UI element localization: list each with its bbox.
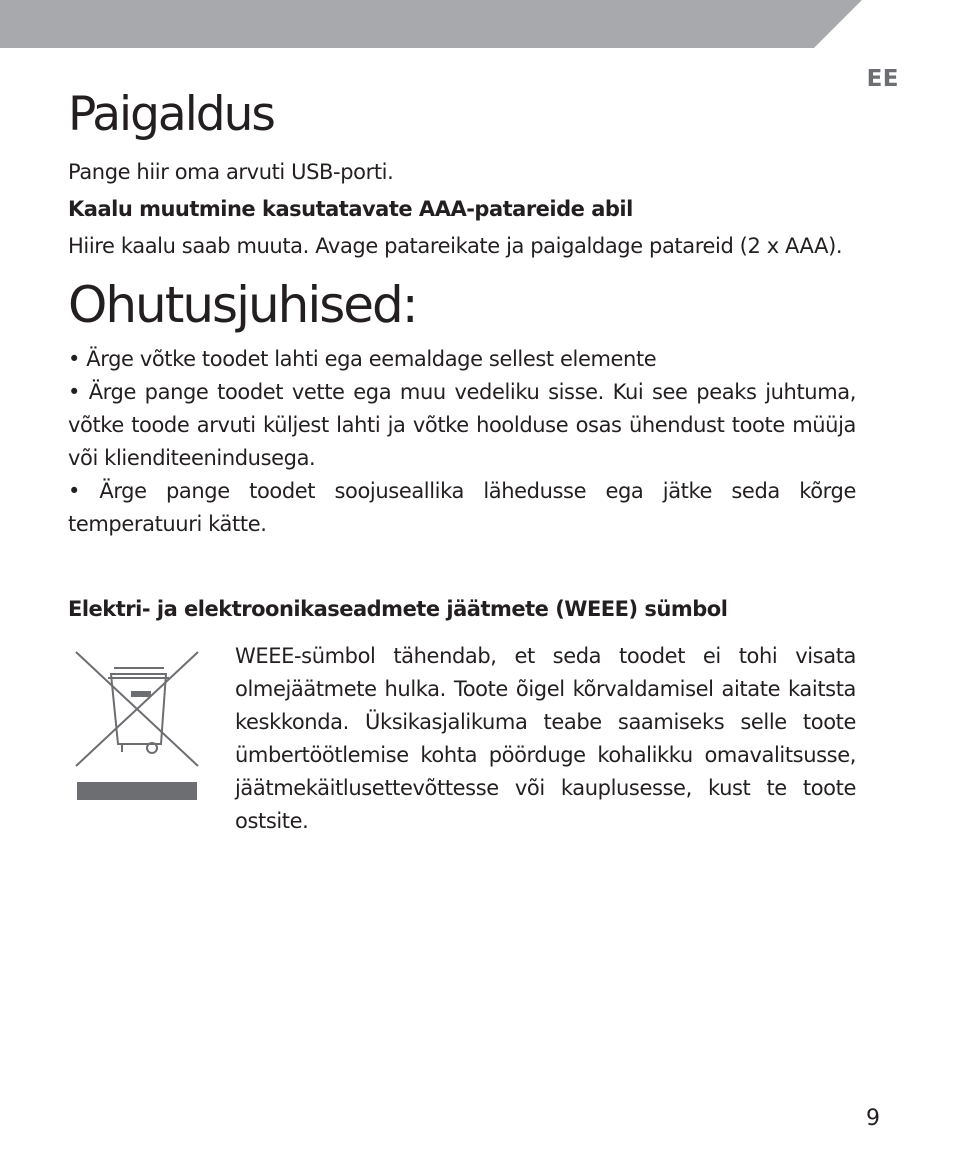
battery-weight-heading: Kaalu muutmine kasutatavate AAA-patareide abil [68, 197, 633, 222]
language-tag: EE [866, 66, 899, 92]
installation-title: Paigaldus [68, 87, 274, 142]
page-content [68, 88, 856, 838]
safety-list [68, 343, 856, 541]
top-banner [0, 0, 954, 48]
weee-section [68, 640, 856, 838]
safety-item: • Ärge pange toodet soojuseallika lähedusse ega jätke seda kõrge temperatuuri kätte. [68, 478, 856, 536]
crossed-out-wheelie-bin-icon [68, 644, 208, 804]
page-number: 9 [866, 1106, 880, 1131]
battery-weight-text: Hiire kaalu saab muuta. Avage patareikate ja paigaldage patareid (2 x AAA). [68, 234, 843, 259]
safety-item: • Ärge võtke toodet lahti ega eemaldage sellest elemente [68, 346, 657, 371]
weee-heading: Elektri- ja elektroonikaseadmete jäätmete (WEEE) sümbol [68, 596, 728, 621]
weee-text: WEEE-sümbol tähendab, et seda toodet ei tohi visata olmejäätmete hulka. Toote õigel kõrvaldamisel aitate kaitsta keskkonda. Üksikasjalikuma teabe saamiseks selle toote ümbertöötlemise kohta pöörduge kohalikku omavalitsusse, jäätmekäitlusettevõttesse või kauplusesse, kust te toote ostsite. [235, 643, 856, 833]
installation-step: Pange hiir oma arvuti USB-porti. [68, 160, 394, 185]
safety-item: • Ärge pange toodet vette ega muu vedeliku sisse. Kui see peaks juhtuma, võtke toode arvuti küljest lahti ja võtke hoolduse osas ühendust toote müüja või klienditeenindusega. [68, 379, 856, 470]
safety-title: Ohutusjuhised: [68, 276, 417, 335]
